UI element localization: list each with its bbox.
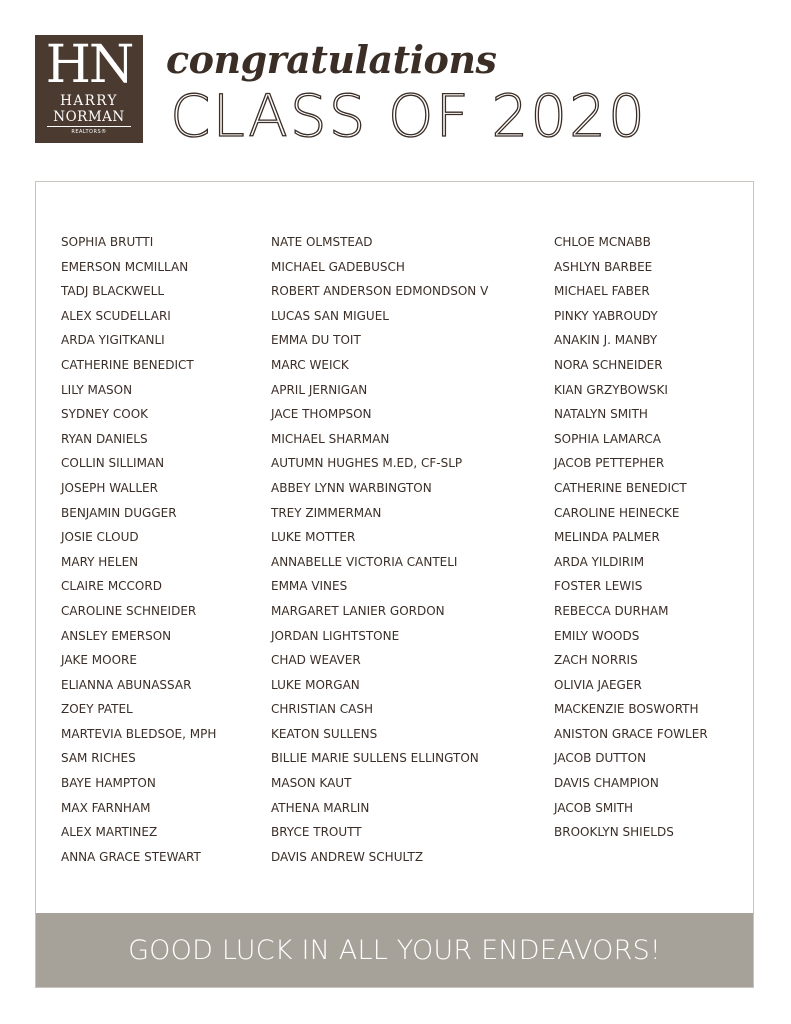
graduate-name: MARC WEICK xyxy=(271,357,349,372)
graduate-name: CAROLINE HEINECKE xyxy=(554,505,680,520)
graduate-name: ANNA GRACE STEWART xyxy=(61,849,201,864)
graduate-name: TADJ BLACKWELL xyxy=(61,284,165,299)
graduate-name: ARDA YILDIRIM xyxy=(554,554,645,569)
graduate-name: LUKE MOTTER xyxy=(271,530,356,545)
graduate-name: ANNABELLE VICTORIA CANTELI xyxy=(271,554,458,569)
graduate-name: MACKENZIE BOSWORTH xyxy=(554,702,699,717)
graduate-name: JORDAN LIGHTSTONE xyxy=(271,628,400,643)
graduate-name: BROOKLYN SHIELDS xyxy=(554,825,674,840)
graduate-name: DAVIS ANDREW SCHULTZ xyxy=(271,849,424,864)
graduate-name: ZOEY PATEL xyxy=(61,702,133,717)
good-luck-banner xyxy=(36,913,753,987)
graduate-name: KIAN GRZYBOWSKI xyxy=(554,382,668,397)
graduate-name: BILLIE MARIE SULLENS ELLINGTON xyxy=(271,751,479,766)
graduate-name: NORA SCHNEIDER xyxy=(554,357,663,372)
graduate-name: APRIL JERNIGAN xyxy=(271,382,368,397)
logo-text-realtors: REALTORS® xyxy=(71,129,107,135)
graduate-name: MICHAEL SHARMAN xyxy=(271,431,390,446)
graduate-name: LUKE MORGAN xyxy=(271,677,360,692)
graduate-name: SYDNEY COOK xyxy=(61,407,149,422)
graduate-name: OLIVIA JAEGER xyxy=(554,677,642,692)
graduate-name: NATE OLMSTEAD xyxy=(271,235,373,249)
graduate-name: ARDA YIGITKANLI xyxy=(61,333,165,348)
graduate-name: EMERSON MCMILLAN xyxy=(61,259,189,274)
graduate-name: MICHAEL GADEBUSCH xyxy=(271,259,405,274)
graduate-name: CHLOE MCNABB xyxy=(554,235,651,249)
graduate-name: MAX FARNHAM xyxy=(61,800,151,815)
graduate-name: SOPHIA BRUTTI xyxy=(61,235,154,249)
graduate-name: CHAD WEAVER xyxy=(271,653,361,668)
graduate-name: MARGARET LANIER GORDON xyxy=(271,603,445,618)
graduate-name: SOPHIA LAMARCA xyxy=(554,431,661,446)
graduate-name: JOSEPH WALLER xyxy=(61,480,158,495)
graduate-name: JOSIE CLOUD xyxy=(61,530,139,545)
graduate-name: ABBEY LYNN WARBINGTON xyxy=(271,480,432,495)
graduate-name: ELIANNA ABUNASSAR xyxy=(61,677,192,692)
graduate-name: LILY MASON xyxy=(61,382,133,397)
graduate-name: ALEX SCUDELLARI xyxy=(61,308,171,323)
graduate-name: ALEX MARTINEZ xyxy=(61,825,158,840)
graduate-name: SAM RICHES xyxy=(61,751,136,766)
graduate-name: BRYCE TROUTT xyxy=(271,825,362,840)
graduate-name: ANISTON GRACE FOWLER xyxy=(554,726,708,741)
names-column-3 xyxy=(554,230,708,845)
graduate-name: MARTEVIA BLEDSOE, MPH xyxy=(61,726,217,741)
graduate-name: CATHERINE BENEDICT xyxy=(61,357,194,372)
congratulations-heading: congratulations xyxy=(166,37,497,82)
graduate-name: COLLIN SILLIMAN xyxy=(61,456,165,471)
harry-norman-logo xyxy=(35,35,143,143)
logo-text-harry: HARRY xyxy=(60,93,118,109)
graduate-name: KEATON SULLENS xyxy=(271,726,378,741)
graduate-name: TREY ZIMMERMAN xyxy=(271,505,382,520)
graduate-name: EMILY WOODS xyxy=(554,628,640,643)
graduate-name: FOSTER LEWIS xyxy=(554,579,643,594)
graduate-name: CATHERINE BENEDICT xyxy=(554,480,687,495)
graduate-name: ASHLYN BARBEE xyxy=(554,259,653,274)
graduate-name: NATALYN SMITH xyxy=(554,407,648,422)
graduate-name: PINKY YABROUDY xyxy=(554,308,658,323)
graduate-name: EMMA VINES xyxy=(271,579,348,594)
graduate-name: JACOB SMITH xyxy=(554,800,634,815)
graduate-name: MARY HELEN xyxy=(61,554,139,569)
graduate-name: ATHENA MARLIN xyxy=(271,800,370,815)
graduate-name: EMMA DU TOIT xyxy=(271,333,361,348)
graduate-name: BAYE HAMPTON xyxy=(61,776,156,791)
class-of-2020-title: CLASS OF 2020 xyxy=(170,82,647,150)
graduate-name: JACE THOMPSON xyxy=(271,407,372,422)
graduate-name: ROBERT ANDERSON EDMONDSON V xyxy=(271,284,489,299)
logo-divider xyxy=(47,126,131,127)
names-column-2 xyxy=(271,230,488,869)
graduate-name: ANAKIN J. MANBY xyxy=(554,333,658,348)
graduate-name: CLAIRE MCCORD xyxy=(61,579,162,594)
graduate-name: MICHAEL FABER xyxy=(554,284,650,299)
graduate-name: CHRISTIAN CASH xyxy=(271,702,373,717)
graduate-name: BENJAMIN DUGGER xyxy=(61,505,177,520)
graduate-name: AUTUMN HUGHES M.ED, CF-SLP xyxy=(271,456,463,471)
graduate-name: JAKE MOORE xyxy=(61,653,137,668)
graduate-name: MASON KAUT xyxy=(271,776,352,791)
graduate-name: JACOB PETTEPHER xyxy=(554,456,665,471)
logo-initials: HN xyxy=(45,35,133,95)
graduate-name: REBECCA DURHAM xyxy=(554,603,669,618)
graduate-name: CAROLINE SCHNEIDER xyxy=(61,603,197,618)
graduate-name: MELINDA PALMER xyxy=(554,530,660,545)
banner-text: GOOD LUCK IN ALL YOUR ENDEAVORS! xyxy=(128,934,661,966)
graduate-name: ZACH NORRIS xyxy=(554,653,638,668)
names-column-1 xyxy=(61,230,216,869)
graduate-name: ANSLEY EMERSON xyxy=(61,628,172,643)
logo-text-norman: NORMAN xyxy=(53,109,125,125)
graduate-name: RYAN DANIELS xyxy=(61,431,148,446)
graduate-name: DAVIS CHAMPION xyxy=(554,776,659,791)
graduate-name: JACOB DUTTON xyxy=(554,751,647,766)
graduate-name: LUCAS SAN MIGUEL xyxy=(271,308,389,323)
